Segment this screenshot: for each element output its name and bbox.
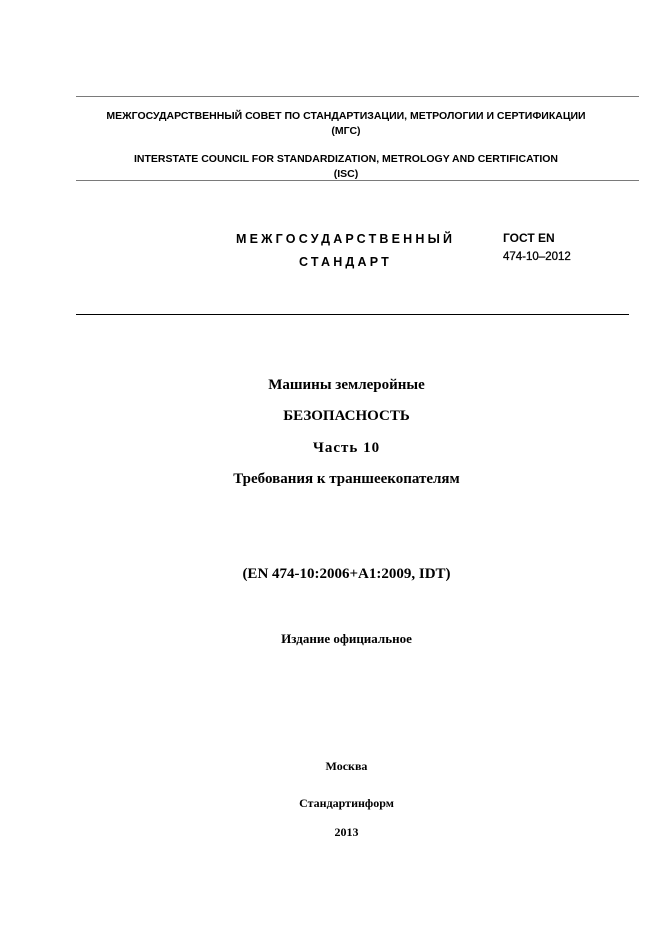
title-part-number: Часть 10 [312, 440, 381, 456]
council-en-abbrev: (ISC) [333, 168, 359, 180]
gost-designation-line1: ГОСТ EN [503, 231, 555, 245]
footer-publisher: Стандартинформ [299, 796, 394, 810]
council-ru-abbrev: (МГС) [331, 125, 361, 137]
edition-note: Издание официальное [281, 631, 412, 646]
section-rule [76, 314, 629, 315]
title-line1: Машины землеройные [268, 377, 425, 393]
title-line2: БЕЗОПАСНОСТЬ [283, 408, 410, 424]
en-reference: (EN 474-10:2006+A1:2009, IDT) [242, 566, 451, 582]
gost-designation-number: 474-10–2012 [503, 251, 571, 263]
title-line4: Требования к траншеекопателям [233, 471, 460, 487]
footer-year: 2013 [334, 825, 359, 839]
standard-type-line1: МЕЖГОСУДАРСТВЕННЫЙ [236, 232, 456, 246]
council-ru-line1: МЕЖГОСУДАРСТВЕННЫЙ СОВЕТ ПО СТАНДАРТИЗАЦИИ, МЕТРОЛОГИИ И СЕРТИФИКАЦИИ [106, 110, 586, 122]
standard-type-line2: СТАНДАРТ [299, 255, 392, 269]
footer-city: Москва [325, 759, 368, 773]
top-rule [76, 96, 639, 97]
header-bottom-rule [76, 180, 639, 181]
council-en-line1: INTERSTATE COUNCIL FOR STANDARDIZATION, METROLOGY AND CERTIFICATION [133, 153, 559, 165]
